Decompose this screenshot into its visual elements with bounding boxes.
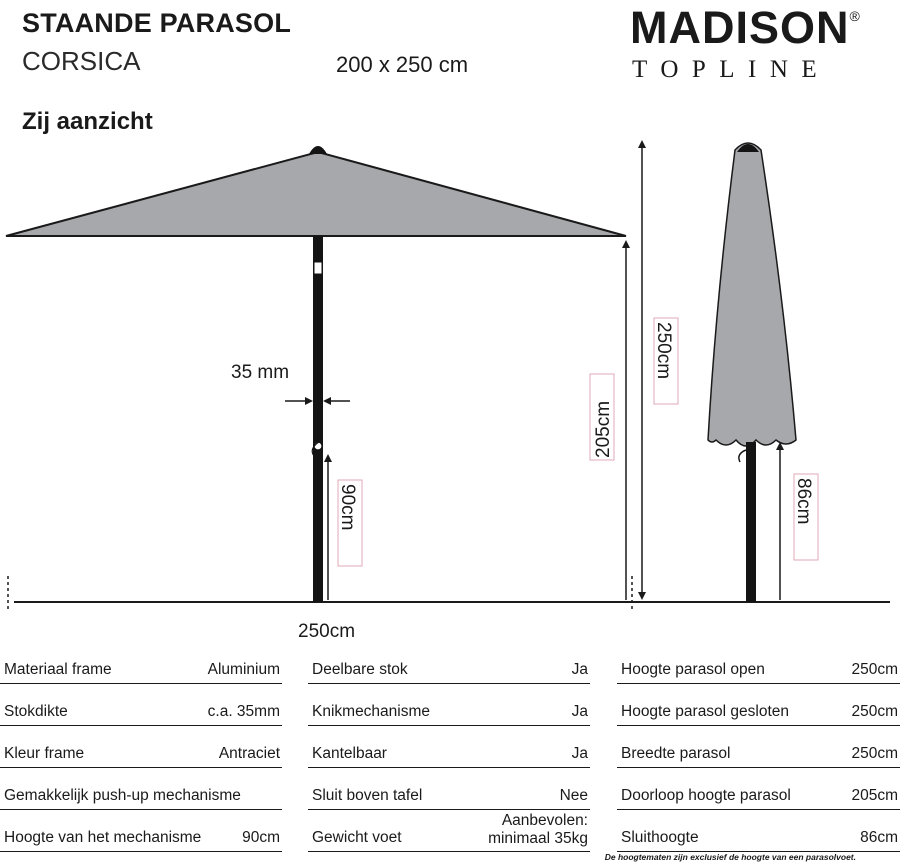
brand-name: MADISON xyxy=(630,2,850,53)
spec-value: Ja xyxy=(571,661,588,678)
spec-table-features xyxy=(308,641,590,851)
spec-label: Doorloop hoogte parasol xyxy=(621,787,791,804)
closed-canopy xyxy=(708,143,796,446)
spec-label: Kantelbaar xyxy=(312,745,387,762)
clearance-height-label: 205cm xyxy=(593,400,614,458)
spec-row xyxy=(0,641,282,684)
brand-subtitle: TOPLINE xyxy=(632,56,831,83)
spec-label: Materiaal frame xyxy=(4,661,112,678)
product-subtitle: CORSICA xyxy=(22,46,141,76)
spec-row xyxy=(0,725,282,768)
spec-row xyxy=(617,767,900,810)
open-canopy xyxy=(6,152,626,236)
spec-row xyxy=(0,683,282,726)
closed-pole xyxy=(746,442,756,602)
spec-label: Hoogte parasol open xyxy=(621,661,765,678)
spec-row xyxy=(308,641,590,684)
canopy-finial xyxy=(309,146,327,154)
spec-row xyxy=(617,809,900,852)
spec-value: 90cm xyxy=(242,829,280,846)
spec-label: Gemakkelijk push-up mechanisme xyxy=(4,787,241,804)
spec-label: Deelbare stok xyxy=(312,661,408,678)
product-title: STAANDE PARASOL xyxy=(22,8,292,38)
mechanism-height-label: 90cm xyxy=(337,484,358,531)
closed-parasol xyxy=(708,143,796,602)
spec-label: Breedte parasol xyxy=(621,745,731,762)
spec-value: Antraciet xyxy=(218,745,280,762)
product-size: 200 x 250 cm xyxy=(336,52,469,77)
view-label: Zij aanzicht xyxy=(22,108,153,135)
spec-value: Ja xyxy=(571,745,588,762)
spec-row xyxy=(308,809,590,852)
closed-mechanism-height-label: 86cm xyxy=(793,478,814,525)
spec-label: Hoogte parasol gesloten xyxy=(621,703,790,720)
spec-table-frame xyxy=(0,641,282,851)
spec-label: Knikmechanisme xyxy=(312,703,431,720)
spec-value: 250cm xyxy=(851,745,898,762)
width-label: 250cm xyxy=(298,621,356,640)
open-pole xyxy=(313,236,323,602)
spec-label: Sluithoogte xyxy=(621,829,699,846)
open-parasol xyxy=(6,146,626,602)
spec-row xyxy=(0,767,282,810)
spec-value: 250cm xyxy=(851,703,898,720)
spec-value: 205cm xyxy=(851,787,898,804)
spec-value xyxy=(488,812,588,848)
spec-value-line-2: minimaal 35kg xyxy=(488,830,588,847)
spec-label: Sluit boven tafel xyxy=(312,787,423,804)
spec-label: Stokdikte xyxy=(4,703,68,720)
pole-connector xyxy=(314,262,322,274)
closed-mechanism-hook xyxy=(739,450,746,462)
footnote: De hoogtematen zijn exclusief de hoogte van een parasolvoet. xyxy=(604,852,856,862)
total-height-label: 250cm xyxy=(653,322,674,380)
spec-value: Nee xyxy=(559,787,588,804)
spec-label: Gewicht voet xyxy=(312,829,402,846)
brand-registered-mark: ® xyxy=(849,8,861,24)
spec-value: c.a. 35mm xyxy=(207,703,280,720)
spec-value: 86cm xyxy=(860,829,898,846)
pole-width-label: 35 mm xyxy=(231,362,290,383)
spec-value: Ja xyxy=(571,703,588,720)
spec-row xyxy=(308,725,590,768)
spec-table-dimensions xyxy=(617,641,900,851)
spec-row xyxy=(617,725,900,768)
spec-value: 250cm xyxy=(851,661,898,678)
spec-row xyxy=(308,767,590,810)
spec-row xyxy=(617,683,900,726)
spec-label: Hoogte van het mechanisme xyxy=(4,829,202,846)
spec-row xyxy=(617,641,900,684)
spec-value-line-1: Aanbevolen: xyxy=(501,812,588,829)
spec-label: Kleur frame xyxy=(4,745,85,762)
spec-value: Aluminium xyxy=(207,661,280,678)
spec-row xyxy=(0,809,282,852)
spec-row xyxy=(308,683,590,726)
